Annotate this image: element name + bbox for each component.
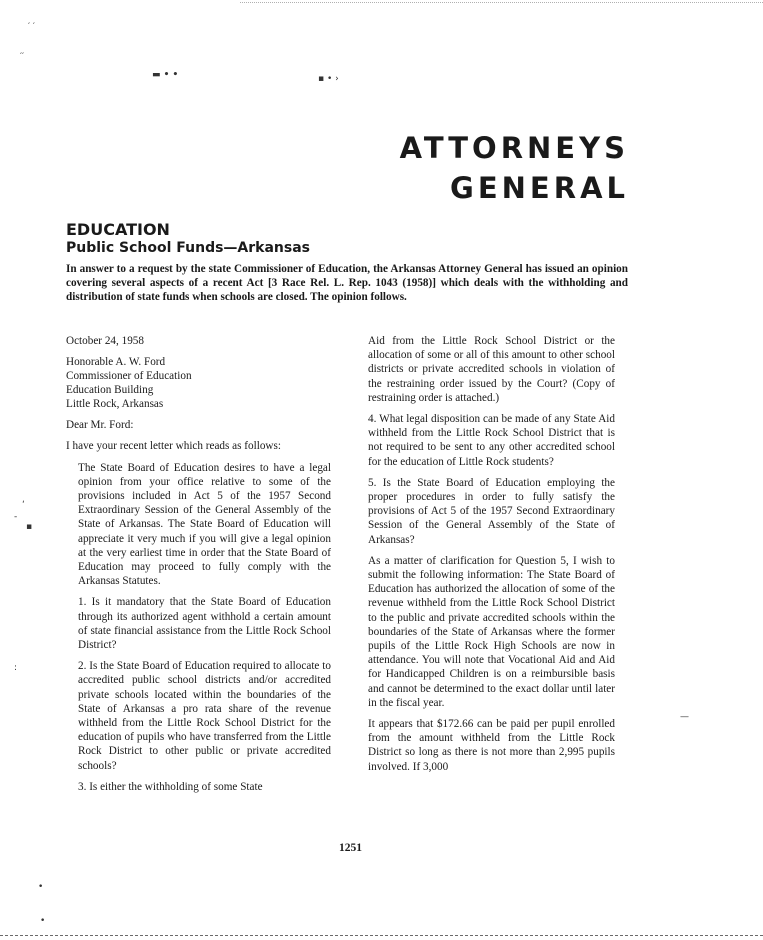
per-pupil-paragraph: It appears that $172.66 can be paid per pupil enrolled from the amount withheld from the Little Rock District so long as there is not more than 2,995 pupils involved. If 3,000	[368, 718, 615, 773]
scan-speck: ▬ • •	[152, 70, 179, 80]
header-title-line-2: GENERAL	[450, 171, 629, 205]
quoted-paragraph: The State Board of Education desires to have a legal opinion from your office relative to some of the provisions included in Act 5 of the 1957 Second Extraordinary Session of the General Assembly of the State of Arkansas. The State Board of Education will appreciate it very much if you will give a legal opinion at the very earliest time in order that the State Board of Education may proceed to fully comply with the Arkansas Statutes.	[78, 461, 331, 588]
right-column	[368, 334, 615, 781]
bottom-edge-rule	[0, 935, 763, 936]
scan-speck: ′ ′	[28, 22, 35, 32]
question-5: 5. Is the State Board of Education employing the proper procedures in order to fully satisfy the provisions of Act 5 of the 1957 Second Extraordinary Session of the General Assembly of the State of Arkansas?	[368, 476, 615, 546]
section-subtitle: Public School Funds—Arkansas	[66, 240, 311, 256]
address-line: Commissioner of Education	[66, 370, 192, 383]
page-number: 1251	[339, 842, 362, 854]
address-line: Education Building	[66, 384, 154, 397]
scan-speck: ▪ • ›	[318, 74, 339, 84]
letter-date: October 24, 1958	[66, 335, 144, 347]
scan-speck: ‘	[22, 500, 25, 510]
scan-speck: ▪	[26, 522, 33, 532]
clarification-paragraph: As a matter of clarification for Question 5, I wish to submit the following information: The State Board of Education has authorized the allocation of some of the revenue withheld from the Little Rock School District to the public and private accredited schools within the boundaries of the State of Arkansas where the former pupils of the Little Rock High Schools are now in attendance. You will note that Vocational Aid and Aid for Handicapped Children is on a reimbursible basis and cannot be determined to the exact dollar until later in the fiscal year.	[368, 554, 615, 709]
header-title-line-1: ATTORNEYS	[399, 131, 629, 165]
question-2: 2. Is the State Board of Education required to allocate to accredited public school districts and/or accredited private schools located within the boundaries of the State of Arkansas a pro rata share of the revenue withheld from the Little Rock School District for the education of pupils who have transferred from the Little Rock District to other public or private accredited schools?	[78, 660, 331, 772]
address-line: Little Rock, Arkansas	[66, 398, 164, 411]
scan-speck: ′′	[20, 52, 25, 62]
salutation: Dear Mr. Ford:	[66, 419, 134, 432]
question-1: 1. Is it mandatory that the State Board of Education through its authorized agent withhold a certain amount of state financial assistance from the Little Rock School District?	[78, 596, 331, 652]
quoted-letter	[66, 461, 331, 794]
scan-speck: :	[14, 663, 18, 673]
question-4: 4. What legal disposition can be made of any State Aid withheld from the Little Rock School District that is not required to be sent to any other accredited school for the education of Little Rock students?	[368, 413, 615, 468]
question-3-start: 3. Is either the withholding of some State	[78, 780, 263, 793]
scan-speck: -	[14, 512, 18, 522]
page-header-title	[400, 128, 629, 208]
scan-speck: —	[680, 712, 689, 722]
left-column	[66, 334, 331, 801]
top-edge-rule	[240, 2, 763, 3]
opening-line: I have your recent letter which reads as follows:	[66, 440, 281, 453]
scan-speck: •	[40, 916, 46, 926]
scan-speck: •	[38, 882, 44, 892]
question-3-continued: Aid from the Little Rock School District or the allocation of some or all of this amount to other school districts or private accredited schools in violation of the restraining order issued by the Court? (Copy of restraining order is attached.)	[368, 335, 615, 404]
section-title: EDUCATION	[66, 220, 170, 239]
recipient-address	[66, 355, 331, 411]
intro-paragraph: In answer to a request by the state Commissioner of Education, the Arkansas Attorney General has issued an opinion covering several aspects of a recent Act [3 Race Rel. L. Rep. 1043 (1958)] which deals with the withholding and distribution of state funds when schools are closed. The opinion follows.	[66, 263, 628, 303]
address-line: Honorable A. W. Ford	[66, 356, 166, 369]
